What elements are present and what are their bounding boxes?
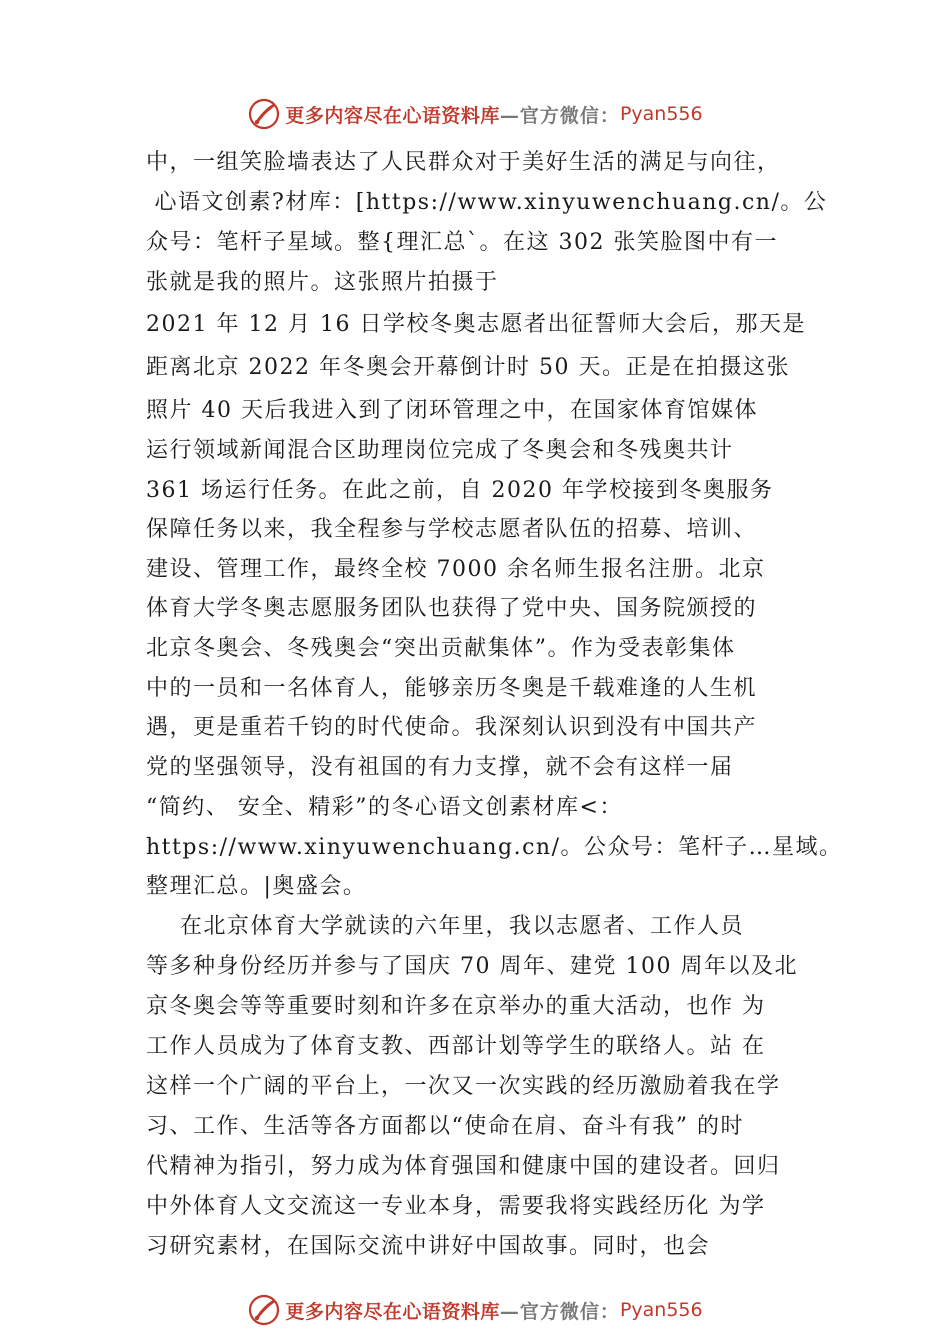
text-line: 心语文创素?材库：[https://www.xinyuwenchuang.cn/。公 <box>146 190 828 215</box>
text-line: 整理汇总。|奥盛会。 <box>146 874 367 899</box>
brush-logo-icon <box>247 1293 281 1327</box>
text-line: 京冬奥会等等重要时刻和许多在京举办的重大活动，也作 为 <box>146 994 766 1019</box>
text-line: 工作人员成为了体育支教、西部计划等学生的联络人。站 在 <box>146 1034 766 1059</box>
banner-main-text: 更多内容尽在心语资料库 <box>285 104 500 127</box>
banner-dash-text: —官方微信： <box>499 1300 620 1323</box>
text-line: 习研究素材，在国际交流中讲好中国故事。同时，也会 <box>146 1234 711 1259</box>
banner-main-text: 更多内容尽在心语资料库 <box>285 1300 500 1323</box>
text-line: 代精神为指引，努力成为体育强国和健康中国的建设者。回归 <box>146 1154 781 1179</box>
banner-wechat-id: Pyan556 <box>619 1299 703 1321</box>
text-line: 中外体育人文交流这一专业本身，需要我将实践经历化 为学 <box>146 1194 766 1219</box>
text-line: 361 场运行任务。在此之前，自 2020 年学校接到冬奥服务 <box>146 478 774 503</box>
text-line: 在北京体育大学就读的六年里，我以志愿者、工作人员 <box>146 914 744 939</box>
text-line: 党的坚强领导，没有祖国的有力支撑，就不会有这样一届 <box>146 755 734 780</box>
text-line: 等多种身份经历并参与了国庆 70 周年、建党 100 周年以及北 <box>146 954 798 979</box>
text-line: 中，一组笑脸墙表达了人民群众对于美好生活的满足与向往， <box>146 150 781 175</box>
text-line: 体育大学冬奥志愿服务团队也获得了党中央、国务院颁授的 <box>146 596 758 621</box>
text-line: 照片 40 天后我进入到了闭环管理之中，在国家体育馆媒体 <box>146 398 758 423</box>
header-banner <box>0 94 950 134</box>
text-line: 遇，更是重若千钧的时代使命。我深刻认识到没有中国共产 <box>146 715 758 740</box>
text-line: 2021 年 12 月 16 日学校冬奥志愿者出征誓师大会后，那天是 <box>146 312 806 337</box>
text-line: 中的一员和一名体育人，能够亲历冬奥是千载难逢的人生机 <box>146 676 758 701</box>
banner-wechat-id: Pyan556 <box>619 103 703 125</box>
text-line: 建设、管理工作，最终全校 7000 余名师生报名注册。北京 <box>146 557 766 582</box>
text-line: 习、工作、生活等各方面都以“使命在肩、奋斗有我” 的时 <box>146 1114 744 1139</box>
text-line: “简约、 安全、精彩”的冬心语文创素材库<： <box>146 795 623 820</box>
text-line: 北京冬奥会、冬残奥会“突出贡献集体”。作为受表彰集体 <box>146 636 736 661</box>
footer-banner <box>0 1290 950 1330</box>
text-line: 距离北京 2022 年冬奥会开幕倒计时 50 天。正是在拍摄这张 <box>146 355 790 380</box>
brush-logo-icon <box>247 97 281 131</box>
text-line: 保障任务以来，我全程参与学校志愿者队伍的招募、培训、 <box>146 517 758 542</box>
text-line: 这样一个广阔的平台上，一次又一次实践的经历激励着我在学 <box>146 1074 781 1099</box>
text-line: 众号：笔杆子星域。整{理汇总`。在这 302 张笑脸图中有一 <box>146 230 778 255</box>
text-line: 运行领域新闻混合区助理岗位完成了冬奥会和冬残奥共计 <box>146 438 734 463</box>
text-line: 张就是我的照片。这张照片拍摄于 <box>146 270 499 295</box>
banner-dash-text: —官方微信： <box>499 104 620 127</box>
text-line: https://www.xinyuwenchuang.cn/。公众号：笔杆子…星域。 <box>146 835 843 860</box>
